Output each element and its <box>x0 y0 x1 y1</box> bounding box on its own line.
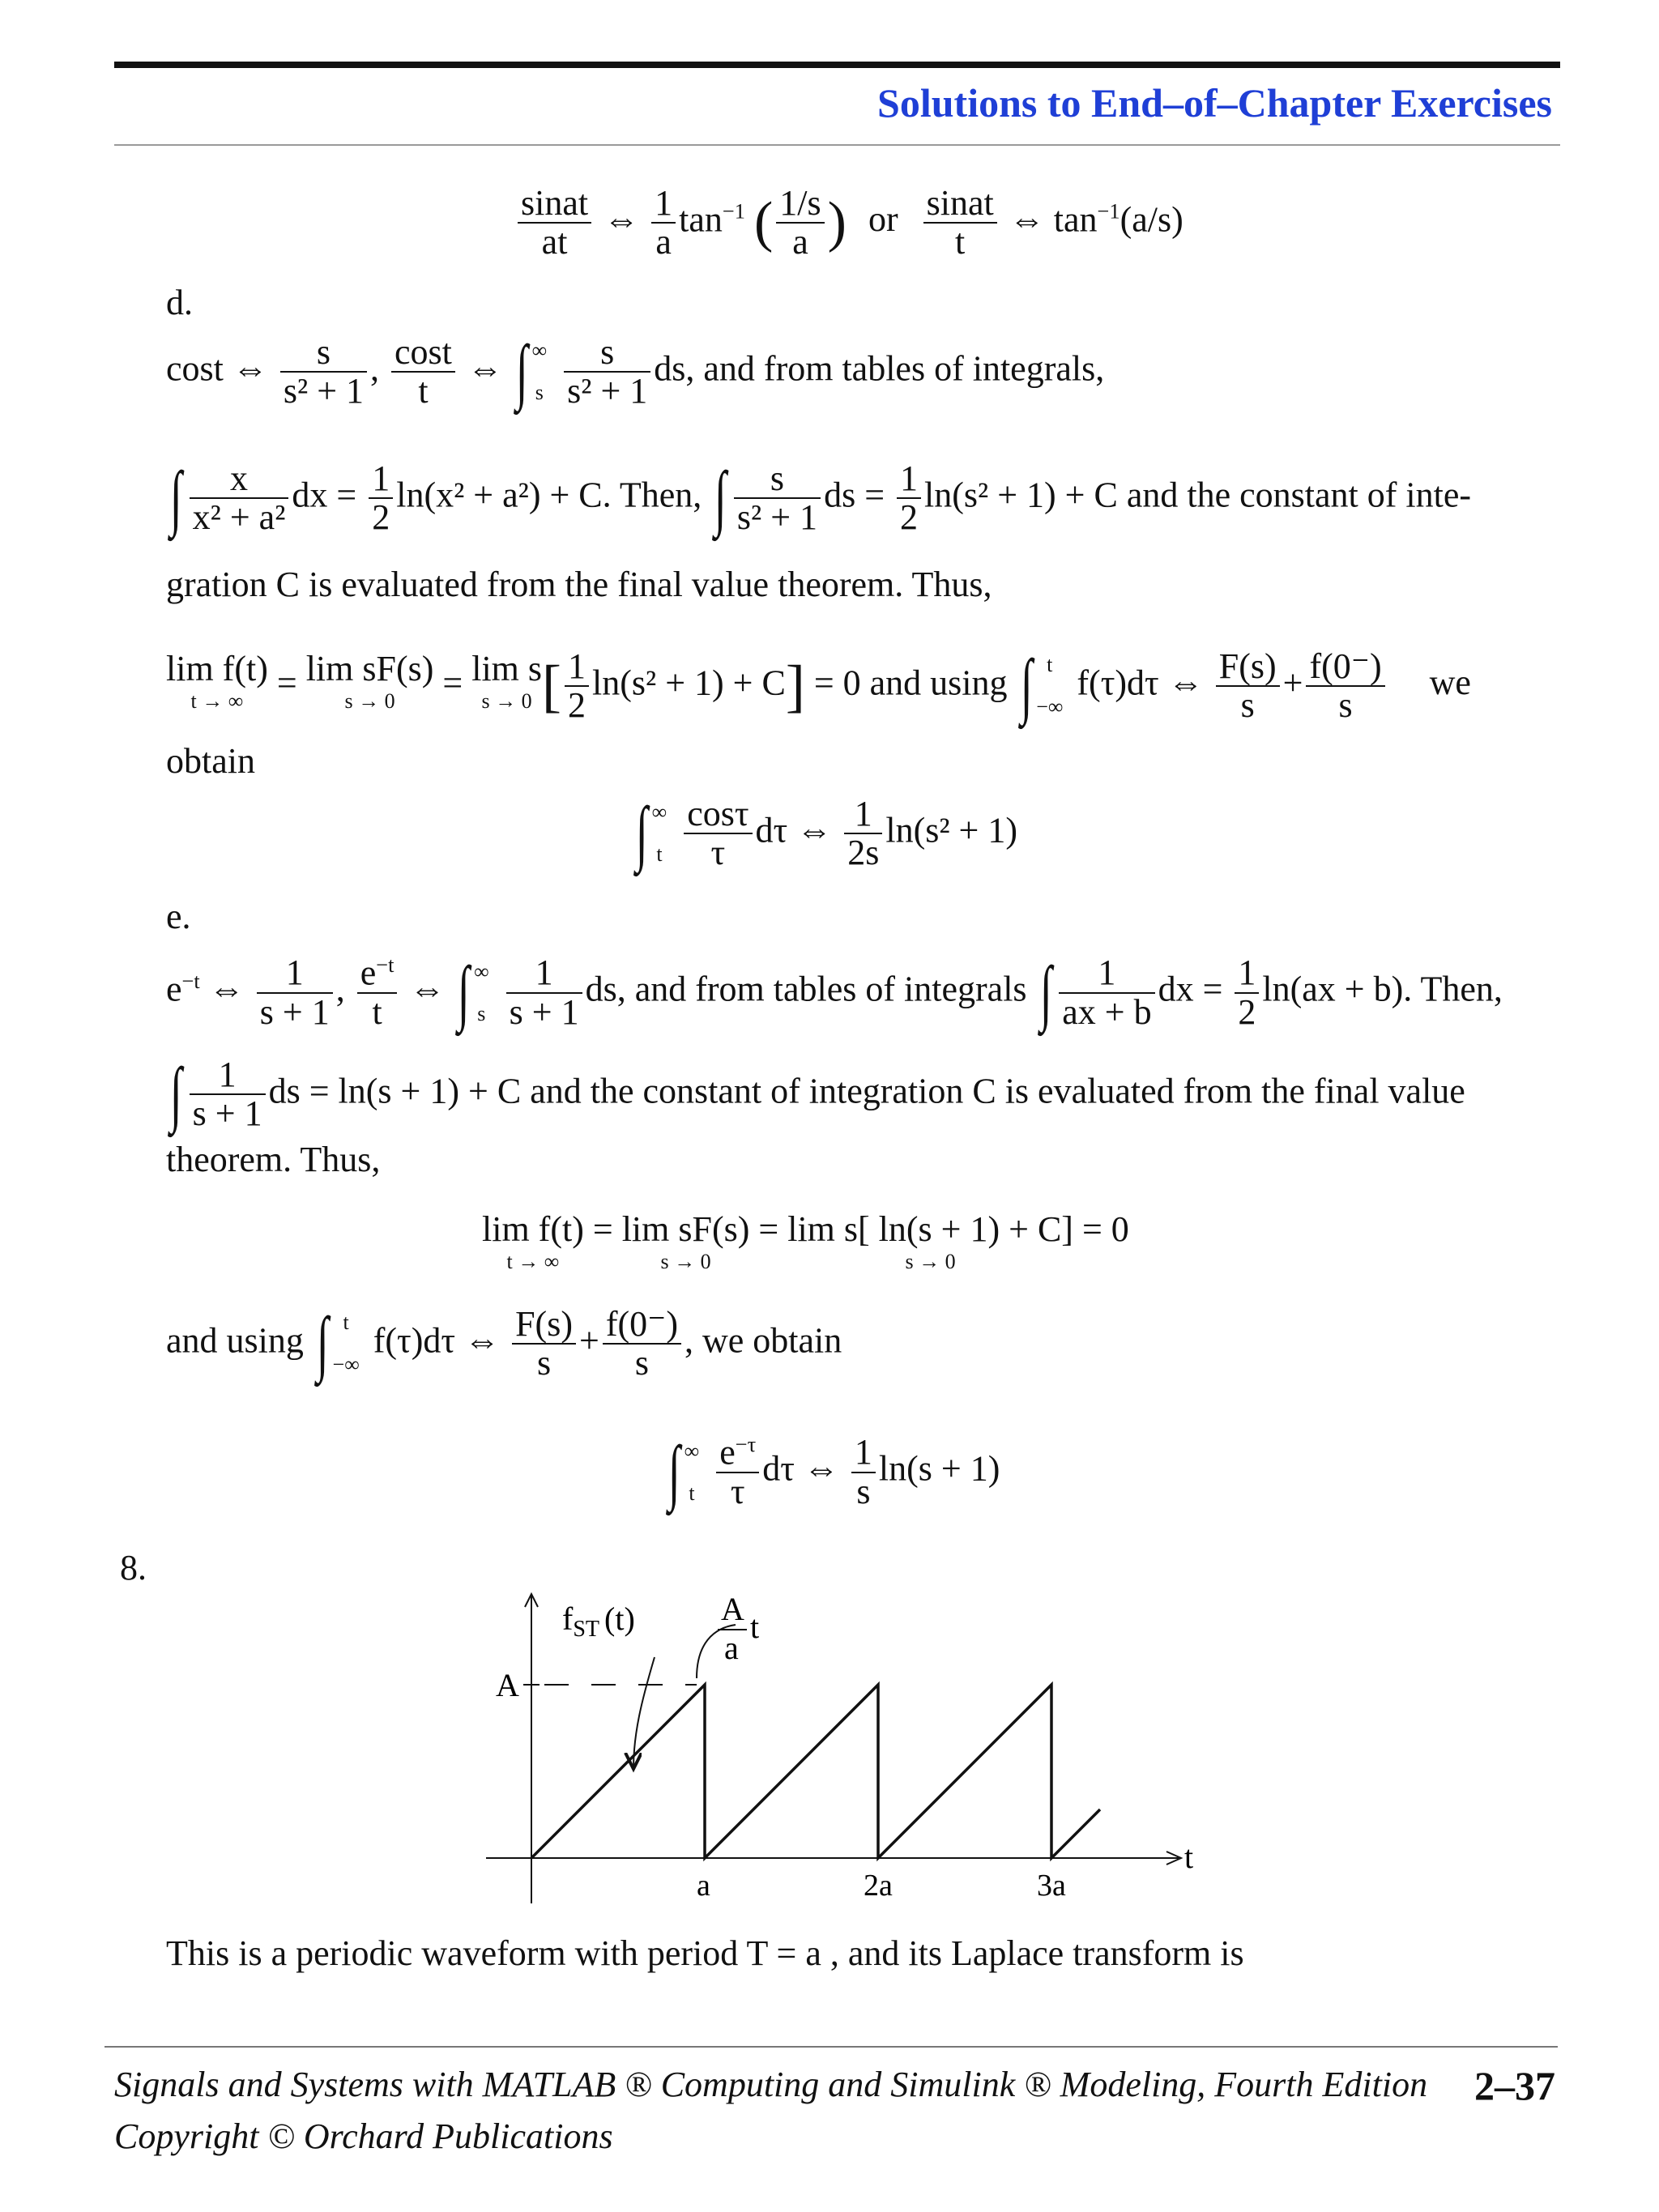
equation-e-line2: ∫ $\frac{1}{s + 1}$ ds = ln(s + 1) + C and the constant of integration C is evaluated from the final value <box>169 1054 1465 1135</box>
equation-d-line2: ∫ $\frac{x}{\text{x² + a²}}$ dx = $\frac{1}{2}$ ln(x² + a²) + C. Then, ∫ $\frac{s}{\text{s² + 1}}$ ds = $\frac{1}{2}$ ln(s² + 1) + C and the constant of inte- <box>169 458 1472 539</box>
paragraph-final: This is a periodic waveform with period T = a , and its Laplace transform is <box>166 1933 1244 1973</box>
label-part-d: d. <box>166 283 193 322</box>
slope-label-num: A <box>721 1591 744 1627</box>
amplitude-label: A <box>496 1667 519 1703</box>
footer-copyright: Copyright © Orchard Publications <box>114 2116 613 2156</box>
footer-page-number: 2–37 <box>1474 2063 1555 2108</box>
label-part-e: e. <box>166 897 191 936</box>
equation-e-line5: and using ∫ t −∞ f(τ)dτ ⇔ $\frac{F(s)}{s}$ + $\frac{f(0^-)}{s}$ , we obtain <box>166 1303 842 1384</box>
paragraph-d-obtain: obtain <box>166 741 255 781</box>
tick-label-2a: 2a <box>864 1869 893 1903</box>
equation-d-line4: lim f(t) t → ∞ = lim sF(s) s → 0 = lim s s → 0 [ $\frac{1}{2}$ ln(s² + 1) + C] = 0 and using ∫ t −∞ f(τ)dτ ⇔ $\frac{F(s)}{s}$ + $\frac{f(0^-)}{s}$ we <box>166 646 1471 727</box>
equation-e-result: ∫ ∞ t $\frac{e^{-\tau}}{\tau}$ dτ ⇔ $\frac{1}{s}$ ln(s + 1) <box>667 1431 1000 1512</box>
footer-rule <box>104 2046 1558 2048</box>
tick-label-a: a <box>697 1869 710 1903</box>
sawtooth-figure <box>454 1579 1215 1928</box>
paragraph-d-line3: gration C is evaluated from the final value theorem. Thus, <box>166 565 992 604</box>
slope-label-t: t <box>750 1609 760 1645</box>
equation-e-line4: lim f(t) t → ∞ = lim sF(s) s → 0 = lim s[ ln(s + 1) + C] s → 0 = 0 <box>482 1209 1129 1273</box>
fst-label: $f_{ST}$ (t) <box>562 1600 635 1642</box>
header-title: Solutions to End–of–Chapter Exercises <box>877 80 1552 126</box>
equation-e-line1: $e^{-t}$ ⇔ $\frac{1}{s + 1}$ , $\frac{e^{-t}}{t}$ ⇔ ∫ ∞ s $\frac{1}{s + 1}$ ds, and from tables of integrals ∫ $\frac{1}{ax + b}$ dx = $\frac{1}{2}$ ln(ax + b). Then, <box>166 952 1503 1033</box>
equation-sin-transform: $\frac{\text{sinat}}{at}$ ⇔ $\frac{1}{a}$ $\tan^{-1}$ ( $\frac{1/s}{a}$ ) or $\frac{\text{sinat}}{t}$ ⇔ $\tan^{-1}(a/s)$ <box>514 185 1183 261</box>
header-rule-thin <box>114 144 1560 146</box>
header-rule-thick <box>114 62 1560 68</box>
footer-book-title: Signals and Systems with MATLAB ® Computing and Simulink ® Modeling, Fourth Edition <box>114 2065 1428 2104</box>
equation-d-result: ∫ ∞ t $\frac{\cos\tau}{\tau}$ dτ ⇔ $\frac{1}{2s}$ ln(s² + 1) <box>635 793 1018 874</box>
slope-label-den: a <box>724 1630 739 1666</box>
sawtooth-wave <box>531 1685 1100 1858</box>
equation-d-line1: cost ⇔ $\frac{s}{\text{s² + 1}}$ , $\frac{\cos t}{t}$ ⇔ ∫ ∞ s $\frac{s}{\text{s² + 1}}$ ds, and from tables of integrals, <box>166 331 1105 412</box>
paragraph-e-line3: theorem. Thus, <box>166 1140 381 1179</box>
label-problem-8: 8. <box>120 1548 147 1588</box>
t-axis-label: t <box>1184 1839 1194 1875</box>
tick-label-3a: 3a <box>1037 1869 1066 1903</box>
